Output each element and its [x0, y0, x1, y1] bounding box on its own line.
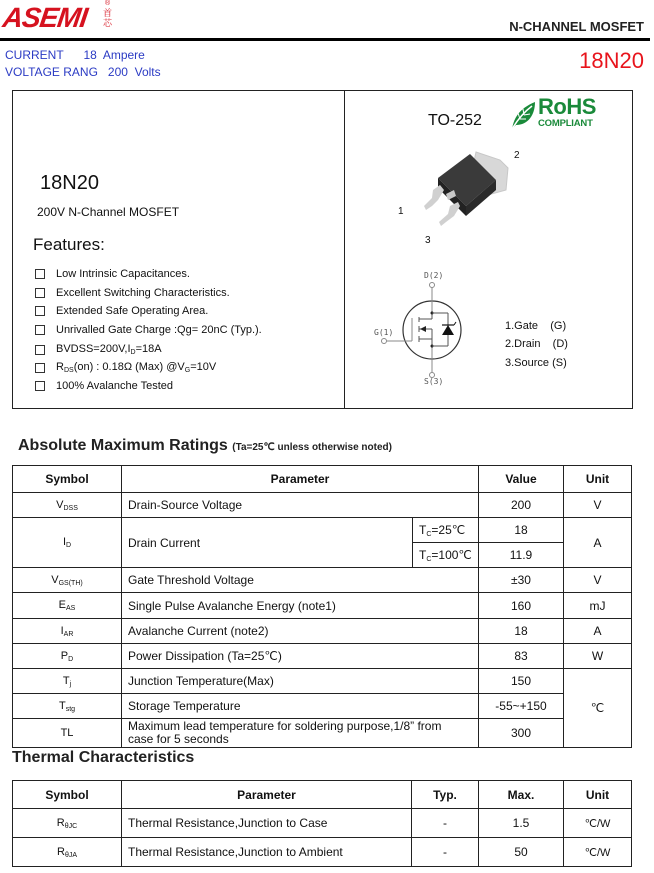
table-row [13, 593, 632, 619]
table-row [13, 838, 632, 867]
subscript: D [130, 349, 136, 356]
feature-text [56, 343, 162, 356]
feature-item [35, 324, 262, 336]
symbol-cell [13, 593, 122, 619]
subscript: G [184, 367, 191, 374]
checkbox-icon [35, 288, 45, 298]
part-description: 200V N-Channel MOSFET [37, 205, 180, 219]
symbol: P [60, 649, 69, 662]
value-cell: -55~+150 [479, 694, 564, 719]
parameter-cell: Avalanche Current (note2) [122, 619, 479, 644]
typ-cell: - [412, 838, 479, 867]
typ-cell: - [412, 809, 479, 838]
symbol: T [62, 674, 70, 687]
checkbox-icon [35, 269, 45, 279]
text: =10V [190, 361, 217, 373]
table-header-row [13, 781, 632, 809]
feature-item [35, 380, 173, 392]
feature-item [35, 361, 216, 374]
package-illustration [408, 140, 518, 240]
value-cell: 300 [479, 719, 564, 748]
header-value: Value [479, 466, 564, 493]
symbol-subscript: GS(TH) [58, 579, 83, 587]
symbol-cell [13, 694, 122, 719]
feature-text: 100% Avalanche Tested [56, 380, 174, 392]
checkbox-icon [35, 381, 45, 391]
table-row [13, 669, 632, 694]
symbol-cell [13, 644, 122, 669]
symbol-subscript: θJA [64, 851, 77, 859]
symbol-cell [13, 493, 122, 518]
pin-legend-source: 3.Source (S) [505, 357, 567, 369]
symbol: TL [60, 727, 74, 739]
unit-cell: mJ [564, 593, 632, 619]
table-row [13, 809, 632, 838]
symbol-cell [13, 568, 122, 593]
condition-cell [413, 518, 479, 543]
unit-cell: A [564, 518, 632, 568]
feature-text: Extended Safe Operating Area. [56, 305, 209, 317]
checkbox-icon [35, 363, 45, 373]
abs-max-table [12, 465, 632, 748]
value-cell: 18 [479, 518, 564, 543]
value-cell: 160 [479, 593, 564, 619]
schematic-gate-label: G(1) [374, 328, 394, 337]
parameter-cell: Junction Temperature(Max) [122, 669, 479, 694]
feature-text: Excellent Switching Characteristics. [56, 287, 230, 299]
spec-label: VOLTAGE RANG [5, 65, 98, 79]
feature-item [35, 287, 230, 299]
brand-name: ASEMI [0, 2, 89, 33]
brand-chinese: 首芯 [103, 8, 113, 28]
registered-mark: ® [105, 0, 111, 7]
parameter-cell: Drain-Source Voltage [122, 493, 479, 518]
parameter-cell: Power Dissipation (Ta=25℃) [122, 644, 479, 669]
cond-sub: C [426, 530, 432, 538]
feature-item [35, 305, 208, 317]
symbol: T [58, 699, 66, 712]
parameter-cell: Drain Current [122, 518, 413, 568]
table-row [13, 644, 632, 669]
symbol: I [60, 624, 64, 637]
symbol-subscript: D [66, 542, 72, 549]
table-row [13, 518, 632, 543]
max-cell: 50 [479, 838, 564, 867]
header-parameter: Parameter [122, 781, 412, 809]
text: BVDSS=200V,I [56, 343, 131, 355]
symbol-cell [13, 809, 122, 838]
symbol-cell [13, 719, 122, 748]
symbol-cell [13, 838, 122, 867]
header-max: Max. [479, 781, 564, 809]
symbol: I [62, 536, 66, 548]
symbol: V [56, 498, 64, 511]
symbol-subscript: stg [65, 705, 76, 713]
checkbox-icon [35, 325, 45, 335]
header-symbol: Symbol [13, 466, 122, 493]
feature-item [35, 268, 190, 280]
header-unit: Unit [564, 466, 632, 493]
pin-legend-drain: 2.Drain (D) [505, 338, 568, 350]
unit-cell: A [564, 619, 632, 644]
document-type: N-CHANNEL MOSFET [509, 19, 644, 34]
symbol-cell [13, 669, 122, 694]
symbol: R [56, 816, 65, 829]
symbol-subscript: θJC [64, 822, 78, 830]
feature-text [56, 361, 216, 374]
checkbox-icon [35, 306, 45, 316]
symbol-subscript: DSS [63, 504, 78, 512]
header-typ: Typ. [412, 781, 479, 809]
feature-text: Low Intrinsic Capacitances. [56, 268, 190, 280]
header-parameter: Parameter [122, 466, 479, 493]
value-cell: ±30 [479, 568, 564, 593]
unit-cell: W [564, 644, 632, 669]
text: R [56, 361, 64, 373]
symbol-subscript: AS [66, 605, 76, 612]
symbol: R [56, 845, 65, 858]
abs-max-heading [18, 437, 392, 455]
schematic-drain-label: D(2) [424, 271, 444, 280]
brand-logo [0, 0, 115, 34]
symbol-subscript: AR [63, 630, 74, 638]
table-row [13, 619, 632, 644]
checkbox-icon [35, 345, 45, 355]
part-number: 18N20 [579, 48, 644, 73]
symbol-cell [13, 619, 122, 644]
cond: T [419, 547, 427, 562]
spec-value: 18 Ampere [83, 48, 145, 62]
table-row [13, 568, 632, 593]
symbol: E [58, 599, 66, 611]
pin-label-1: 1 [398, 206, 404, 217]
spec-label: CURRENT [5, 48, 64, 62]
parameter-cell: Maximum lead temperature for soldering purpose,1/8” from case for 5 seconds [122, 719, 479, 748]
unit-cell: ℃/W [564, 838, 632, 867]
table-header-row [13, 466, 632, 493]
unit-cell: V [564, 493, 632, 518]
table-row [13, 694, 632, 719]
symbol: V [51, 573, 59, 586]
thermal-title: Thermal Characteristics [12, 749, 195, 766]
feature-text: Unrivalled Gate Charge :Qg= 20nC (Typ.). [56, 324, 262, 336]
parameter-cell: Thermal Resistance,Junction to Ambient [122, 838, 412, 867]
part-title: 18N20 [40, 172, 99, 194]
parameter-cell: Single Pulse Avalanche Energy (note1) [122, 593, 479, 619]
rohs-badge [508, 94, 612, 133]
table-row [13, 493, 632, 518]
header-divider [0, 38, 650, 41]
text: (on) : 0.18Ω (Max) @V [73, 361, 185, 373]
pin-legend-gate: 1.Gate (G) [505, 320, 567, 332]
condition-cell [413, 543, 479, 568]
rohs-title: RoHS [538, 94, 596, 119]
features-title: Features: [33, 235, 105, 254]
thermal-table [12, 780, 632, 867]
package-type: TO-252 [428, 112, 482, 129]
pin-label-2: 2 [514, 150, 520, 161]
parameter-cell: Storage Temperature [122, 694, 479, 719]
leaf-icon [508, 99, 538, 131]
unit-cell: V [564, 568, 632, 593]
max-cell: 1.5 [479, 809, 564, 838]
header-unit: Unit [564, 781, 632, 809]
overview-divider [344, 90, 345, 408]
pin-label-3: 3 [425, 235, 431, 246]
symbol-subscript: D [68, 655, 74, 663]
cond-sub: C [426, 555, 432, 563]
symbol-subscript: j [69, 680, 72, 688]
spec-current [5, 48, 145, 62]
value-cell: 18 [479, 619, 564, 644]
abs-max-note: (Ta=25℃ unless otherwise noted) [232, 442, 392, 453]
parameter-cell: Thermal Resistance,Junction to Case [122, 809, 412, 838]
text: =18A [135, 343, 162, 355]
table-row [13, 719, 632, 748]
cond-post: =25℃ [431, 522, 466, 537]
cond-post: =100℃ [431, 547, 472, 562]
symbol-cell [13, 518, 122, 568]
feature-item [35, 343, 162, 356]
parameter-cell: Gate Threshold Voltage [122, 568, 479, 593]
subscript: DS [63, 367, 74, 374]
cond: T [419, 522, 427, 537]
unit-cell: ℃ [564, 669, 632, 748]
unit-cell: ℃/W [564, 809, 632, 838]
abs-max-title: Absolute Maximum Ratings [18, 437, 228, 454]
value-cell: 150 [479, 669, 564, 694]
value-cell: 200 [479, 493, 564, 518]
value-cell: 11.9 [479, 543, 564, 568]
value-cell: 83 [479, 644, 564, 669]
header-symbol: Symbol [13, 781, 122, 809]
spec-voltage [5, 65, 161, 79]
schematic-source-label: S(3) [424, 377, 444, 386]
rohs-subtitle: COMPLIANT [538, 118, 593, 129]
spec-value: 200 Volts [107, 65, 161, 79]
